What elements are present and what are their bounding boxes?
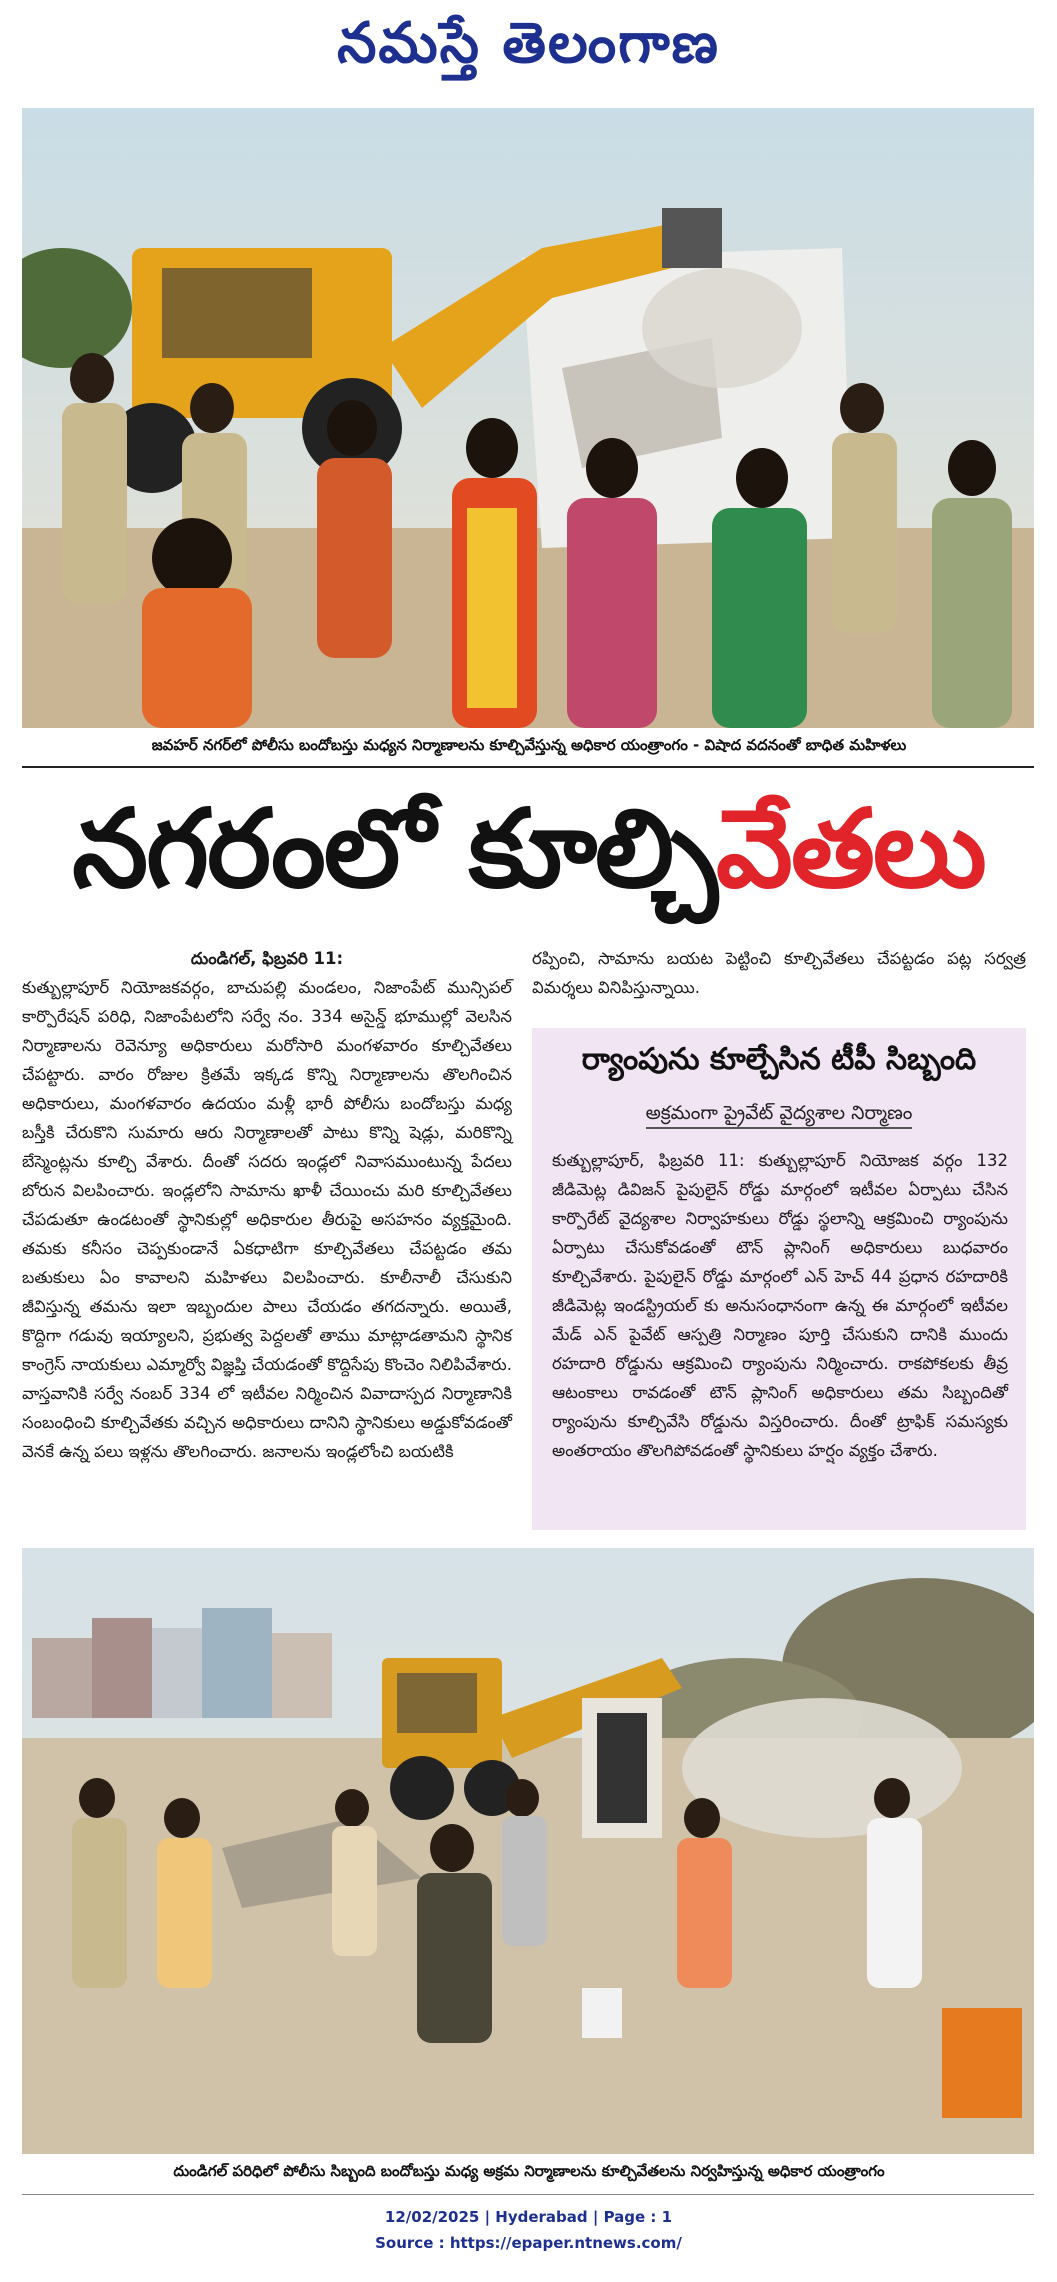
footer-divider <box>22 2194 1034 2195</box>
side-story-body: కుత్బుల్లాపూర్, ఫిబ్రవరి 11: కుత్బుల్లాపూర్ నియోజక వర్గం 132 జీడిమెట్ల డివిజన్ పైపులైన్ రోడ్డు మార్గంలో ఇటీవల ఏర్పాటు చేసిన కార్పొరేట్ వైద్యశాల నిర్వాహకులు రోడ్డు స్థలాన్ని ఆక్రమించి ర్యాంపును ఏర్పాటు చేసుకోవడంతో టౌన్ ప్లానింగ్ అధికారులు బుధవారం కూల్చివేశారు. పైపులైన్ రోడ్డు మార్గంలో ఎన్ హెచ్ 44 ప్రధాన రహదారికి జీడిమెట్ల ఇండస్ట్రియల్ కు అనుసంధానంగా ఉన్న ఈ మార్గంలో ఇటీవల మేడ్ ఎన్ పైవేట్ ఆస్పత్రి నిర్మాణం పూర్తి చేసుకుని దానికి ముందు రహదారి రోడ్డును ఆక్రమించి ర్యాంపును నిర్మించారు. రాకపోకలకు తీవ్ర ఆటంకాలు రావడంతో టౌన్ ప్లానింగ్ అధికారులు తమ సిబ్బందితో ర్యాంపును కూల్చివేసి రోడ్డును విస్తరించారు. దీంతో ట్రాఫిక్ సమస్యకు అంతరాయం తొలగిపోవడంతో స్థానికులు హర్షం వ్యక్తం చేశారు. <box>552 1151 1008 1460</box>
main-headline <box>0 775 1057 925</box>
bottom-photo-caption: దుండిగల్ పరిధిలో పోలీసు సిబ్బంది బందోబస్తు మధ్య అక్రమ నిర్మాణాలను కూల్చివేతలను నిర్వహిస్తున్న అధికార యంత్రాంగం <box>173 2162 885 2180</box>
masthead <box>0 0 1057 100</box>
article-body: కుత్బుల్లాపూర్ నియోజకవర్గం, బాచుపల్లి మండలం, నిజాంపేట్ మున్సిపల్ కార్పొరేషన్ పరిధి, నిజాంపేటలోని సర్వే నం. 334 అసైన్డ్ భూముల్లో వెలసిన నిర్మాణాలను రెవెన్యూ అధికారులు మరోసారి మంగళవారం కూల్చివేతలు చేపట్టారు. వారం రోజుల క్రితమే ఇక్కడ కొన్ని నిర్మాణాలను తొలగించిన అధికారులు, మంగళవారం ఉదయం మళ్లీ భారీ పోలీసు బందోబస్తు మధ్య బస్తీకి చేరుకొని సుమారు ఆరు నిర్మాణాలతో పాటు కొన్ని షెడ్లు, మరికొన్ని బేస్మెంట్లను కూల్చి వేశారు. దీంతో సదరు ఇండ్లలో నివాసముంటున్న పేదలు బోరున విలపించారు. ఇండ్లలోని సామాను ఖాళీ చేయించు మరి కూల్చివేతలు చేపడుతూ ఉండటంతో స్థానికుల్లో అధికారుల తీరుపై అసహనం వ్యక్తమైంది. తమకు కనీసం చెప్పకుండానే ఏకధాటిగా కూల్చివేతలు చేపట్టడం తమ బతుకులు ఏం కావాలని మహిళలు విలపించారు. కూలీనాలీ చేసుకుని జీవిస్తున్న తమను ఇలా ఇబ్బందుల పాలు చేయడం తగదన్నారు. అయితే, కొద్దిగా గడువు ఇయ్యాలని, ప్రభుత్వ పెద్దలతో తాము మాట్లాడతామని స్థానిక కాంగ్రెస్ నాయకులు ఎమ్మార్వో విజ్ఞప్తి చేయడంతో కొద్దిసేపు కొంచెం నిలిపివేశారు. వాస్తవానికి సర్వే నంబర్ 334 లో ఇటీవల నిర్మించిన వివాదాస్పద నిర్మాణానికి సంబంధించి కూల్చివేతకు వచ్చిన అధికారులు దానిని స్థానికులు అడ్డుకోవడంతో వెనకే ఉన్న పలు ఇళ్లను తొలగించారు. జనాలను ఇండ్లలోంచి బయటికి <box>22 978 512 1461</box>
side-story-subtitle-text: అక్రమంగా ప్రైవేట్ వైద్యశాల నిర్మాణం <box>646 1102 913 1129</box>
bottom-photo-illustration <box>22 1548 1034 2154</box>
top-photo-illustration <box>22 108 1034 728</box>
side-story-title: ర్యాంపును కూల్చేసిన టీపీ సిబ్బంది <box>581 1042 977 1077</box>
caption-rule-top <box>22 766 1034 768</box>
article-continuation: రప్పించి, సామాను బయట పెట్టించి కూల్చివేతలు చేపట్టడం పట్ల సర్వత్ర విమర్శలు వినిపిస్తున్నాయి. <box>532 949 1026 997</box>
bottom-photo <box>22 1548 1034 2154</box>
side-story-subtitle <box>532 1102 1026 1129</box>
footer-date-line: 12/02/2025 | Hyderabad | Page : 1 <box>384 2208 673 2226</box>
masthead-title: నమస్తే తెలంగాణ <box>337 10 720 76</box>
article-left-column <box>22 944 512 1466</box>
footer-source-line: Source : https://epaper.ntnews.com/ <box>375 2234 682 2252</box>
top-photo-caption: జవహర్ నగర్‌లో పోలీసు బందోబస్తు మధ్యన నిర్మాణాలను కూల్చివేస్తున్న అధికార యంత్రాంగం - విషాద వదనంతో బాధిత మహిళలు <box>151 736 907 754</box>
top-photo <box>22 108 1034 728</box>
headline-part-1: నగరంలో కూల్చి <box>72 787 717 912</box>
article-dateline: దుండిగల్, ఫిబ్రవరి 11: <box>190 949 344 968</box>
headline-part-2: వేతలు <box>716 787 985 912</box>
side-story-box <box>532 1028 1026 1530</box>
